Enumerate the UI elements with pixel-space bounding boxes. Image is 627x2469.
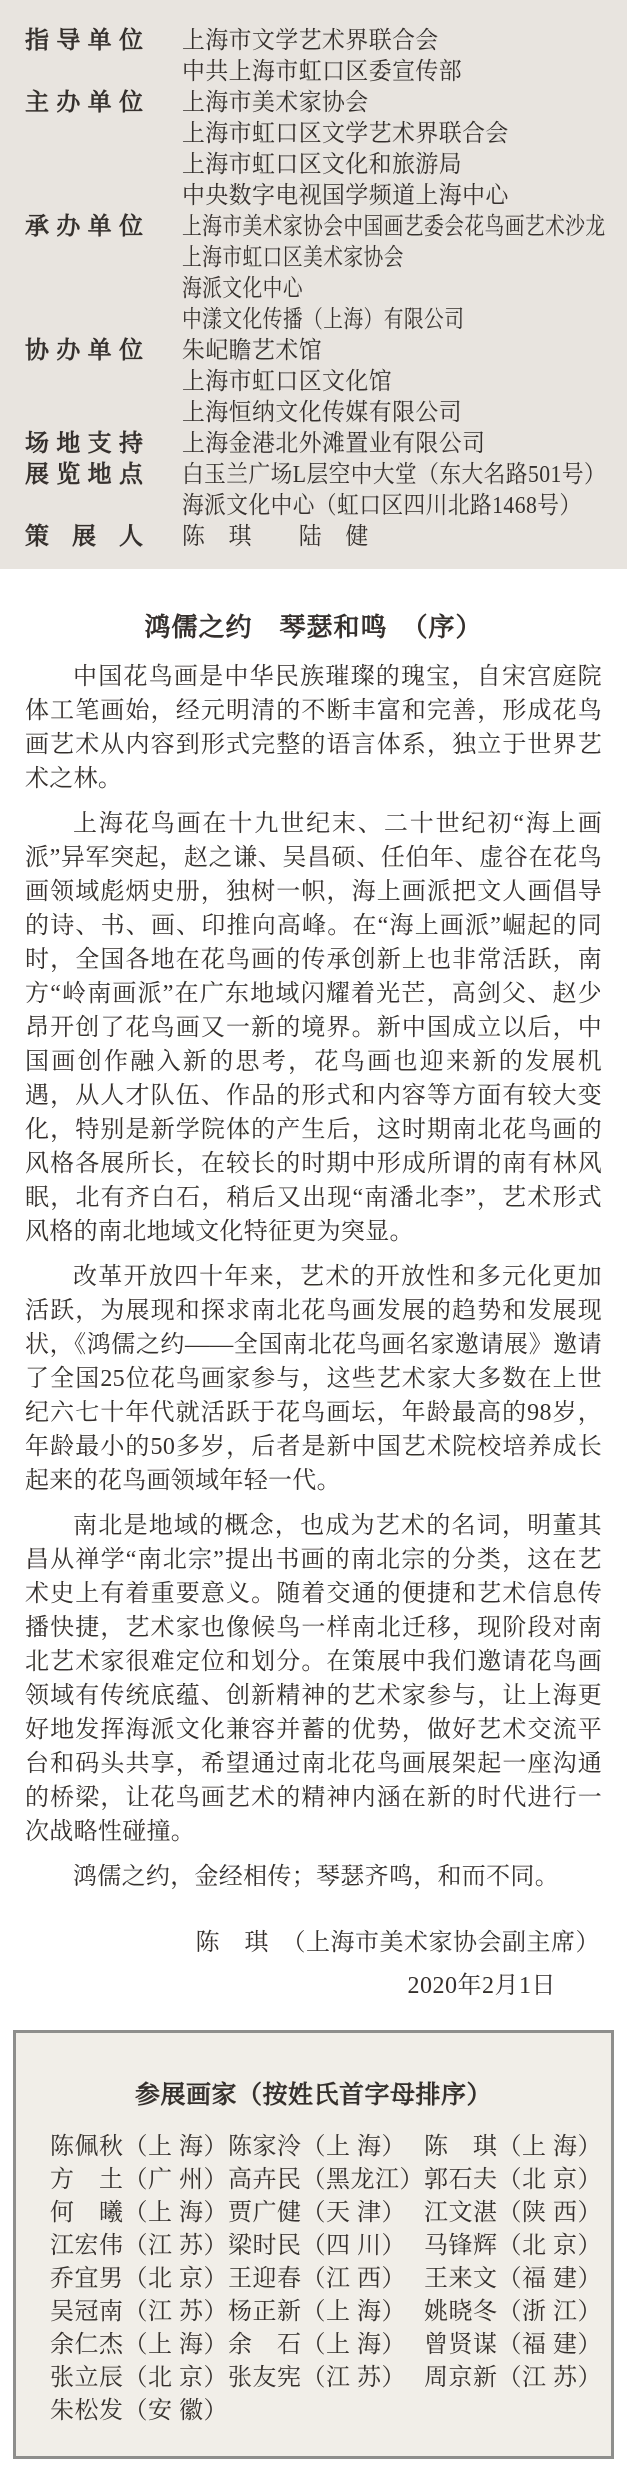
org-row [25, 522, 627, 553]
date-line: 2020年2月1日 [407, 1973, 556, 1999]
artist-name: 江宏伟（江 苏） [50, 2233, 228, 2259]
artist-name: 郭石夫（北 京） [424, 2167, 602, 2193]
org-values [182, 336, 627, 429]
artist-name: 张友宪（江 苏） [228, 2365, 406, 2391]
artist-name: 高卉民（黑龙江） [228, 2167, 424, 2193]
artist-name: 马锋辉（北 京） [424, 2233, 602, 2259]
artist-name: 陈家泠（上 海） [228, 2134, 406, 2160]
org-row [25, 460, 627, 522]
artist-name: 王来文（福 建） [424, 2266, 602, 2292]
artists-title: 参展画家（按姓氏首字母排序） [134, 2082, 492, 2109]
org-label: 主办单位 [25, 90, 143, 116]
org-values [182, 522, 627, 553]
preface-title: 鸿儒之约 琴瑟和鸣 （序） [144, 613, 483, 642]
artist-name: 余 石（上 海） [228, 2332, 406, 2358]
paragraph: 南北是地域的概念，也成为艺术的名词，明董其昌从禅学“南北宗”提出书画的南北宗的分类，这在艺术史上有着重要意义。随着交通的便捷和艺术信息传播快捷，艺术家也像候鸟一样南北迁移，现阶段对南北艺术家很难定位和划分。在策展中我们邀请花鸟画领域有传统底蕴、创新精神的艺术家参与，让上海更好地发挥海派文化兼容并蓄的优势，做好艺术交流平台和码头共享，希望通过南北花鸟画展架起一座沟通的桥梁，让花鸟画艺术的精神内涵在新的时代进行一次战略性碰撞。 [25, 1513, 602, 1845]
org-row [25, 88, 627, 212]
org-value: 上海市美术家协会 [182, 90, 369, 116]
org-value: 陈 琪 陆 健 [182, 524, 369, 550]
organizer-panel [0, 0, 627, 569]
preface-body [25, 660, 602, 1894]
paragraph: 改革开放四十年来，艺术的开放性和多元化更加活跃，为展现和探求南北花鸟画发展的趋势和发展现状，《鸿儒之约——全国南北花鸟画名家邀请展》邀请了全国25位花鸟画家参与，这些艺术家大多数在上世纪六七十年代就活跃于花鸟画坛，年龄最高的98岁，年龄最小的50多岁，后者是新中国艺术院校培养成长起来的花鸟画领域年轻一代。 [25, 1264, 602, 1494]
org-values [182, 88, 627, 212]
artist-name: 何 曦（上 海） [50, 2200, 228, 2226]
org-row [25, 429, 627, 460]
org-value: 海派文化中心（虹口区四川北路1468号） [182, 493, 582, 519]
org-value: 上海市虹口区美术家协会 [182, 245, 404, 271]
artist-name: 梁时民（四 川） [228, 2233, 406, 2259]
org-values [182, 212, 627, 336]
signature-line: 陈 琪 （上海市美术家协会副主席） [195, 1930, 600, 1956]
artist-name: 余仁杰（上 海） [50, 2332, 228, 2358]
paragraph: 鸿儒之约，金经相传；琴瑟齐鸣，和而不同。 [73, 1864, 559, 1890]
org-value: 海派文化中心 [182, 276, 304, 302]
artist-name: 贾广健（天 津） [228, 2200, 406, 2226]
artist-name: 吴冠南（江 苏） [50, 2299, 228, 2325]
artist-name: 张立辰（北 京） [50, 2365, 228, 2391]
artist-name: 姚晓冬（浙 江） [424, 2299, 602, 2325]
org-value: 上海市美术家协会中国画艺委会花鸟画艺术沙龙 [182, 214, 606, 240]
artist-name: 王迎春（江 西） [228, 2266, 406, 2292]
org-value: 上海金港北外滩置业有限公司 [182, 431, 486, 457]
org-row [25, 336, 627, 429]
preface-section [0, 569, 627, 2000]
artist-name: 乔宜男（北 京） [50, 2266, 228, 2292]
org-value: 上海市虹口区文化馆 [182, 369, 393, 395]
artist-name: 曾贤谋（福 建） [424, 2332, 602, 2358]
org-label: 策展人 [25, 524, 143, 550]
paragraph: 中国花鸟画是中华民族璀璨的瑰宝，自宋宫庭院体工笔画始，经元明清的不断丰富和完善，形成花鸟画艺术从内容到形式完整的语言体系，独立于世界艺术之林。 [25, 664, 602, 792]
org-row [25, 212, 627, 336]
org-label: 场地支持 [25, 431, 143, 457]
org-value: 上海市虹口区文学艺术界联合会 [182, 121, 509, 147]
org-row [25, 26, 627, 88]
org-values [182, 429, 627, 460]
artist-name: 江文湛（陕 西） [424, 2200, 602, 2226]
org-label: 承办单位 [25, 214, 143, 240]
org-label: 指导单位 [25, 28, 143, 54]
org-value: 中共上海市虹口区委宣传部 [182, 59, 463, 85]
org-values [182, 460, 627, 522]
org-values [182, 26, 627, 88]
org-label: 协办单位 [25, 338, 143, 364]
org-label: 展览地点 [25, 462, 143, 488]
org-value: 上海市文学艺术界联合会 [182, 28, 439, 54]
artist-name: 周京新（江 苏） [424, 2365, 602, 2391]
organizer-rows [25, 26, 627, 553]
artist-name: 杨正新（上 海） [228, 2299, 406, 2325]
artist-name: 朱松发（安 徽） [50, 2398, 228, 2424]
artist-name: 陈佩秋（上 海） [50, 2134, 228, 2160]
org-value: 中漾文化传播（上海）有限公司 [182, 307, 465, 333]
artists-box [13, 2030, 614, 2459]
org-value: 上海恒纳文化传媒有限公司 [182, 400, 463, 426]
artist-name: 陈 琪（上 海） [424, 2134, 602, 2160]
org-value: 上海市虹口区文化和旅游局 [182, 152, 463, 178]
org-value: 中央数字电视国学频道上海中心 [182, 183, 509, 209]
artist-name: 方 土（广 州） [50, 2167, 228, 2193]
artists-grid [16, 2131, 611, 2428]
org-value: 白玉兰广场L层空中大堂（东大名路501号） [182, 462, 607, 488]
paragraph: 上海花鸟画在十九世纪末、二十世纪初“海上画派”异军突起，赵之谦、吴昌硕、任伯年、虚谷在花鸟画领域彪炳史册，独树一帜，海上画派把文人画倡导的诗、书、画、印推向高峰。在“海上画派”崛起的同时，全国各地在花鸟画的传承创新上也非常活跃，南方“岭南画派”在广东地域闪耀着光芒，高剑父、赵少昂开创了花鸟画又一新的境界。新中国成立以后，中国画创作融入新的思考，花鸟画也迎来新的发展机遇，从人才队伍、作品的形式和内容等方面有较大变化，特别是新学院体的产生后，这时期南北花鸟画的风格各展所长，在较长的时期中形成所谓的南有林风眠，北有齐白石，稍后又出现“南潘北李”，艺术形式风格的南北地域文化特征更为突显。 [25, 811, 602, 1245]
org-value: 朱屺瞻艺术馆 [182, 338, 323, 364]
